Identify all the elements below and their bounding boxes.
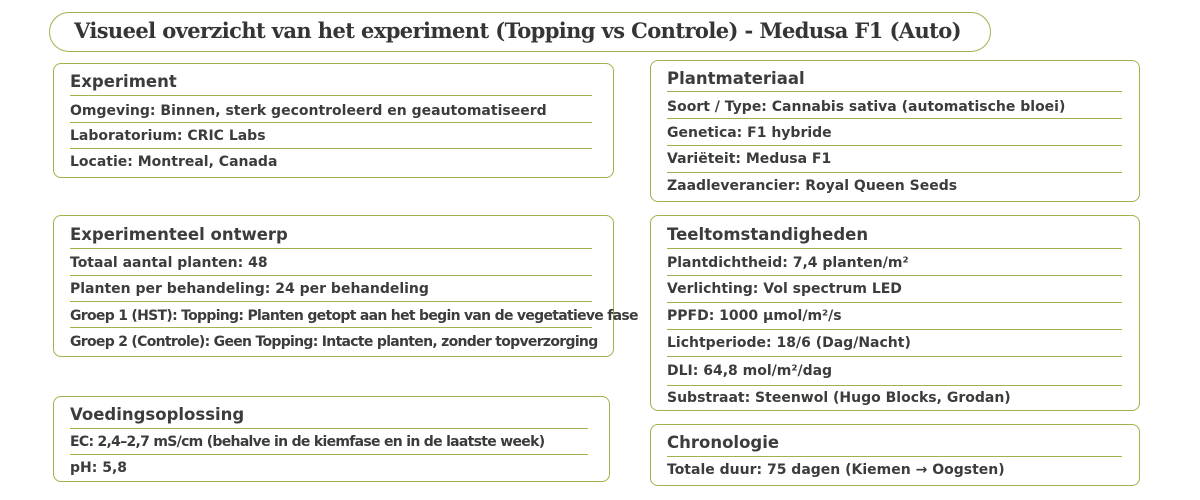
divider [70, 122, 592, 123]
card-title: Teeltomstandigheden [667, 225, 869, 244]
card-plant-material [650, 60, 1140, 202]
divider [667, 385, 1122, 386]
info-row: Plantdichtheid: 7,4 planten/m² [667, 255, 909, 271]
info-row: pH: 5,8 [70, 460, 128, 476]
divider [667, 356, 1122, 357]
divider [667, 456, 1122, 457]
card-growing-conditions [650, 215, 1140, 411]
info-row: Planten per behandeling: 24 per behandeling [70, 281, 429, 297]
card-title: Chronologie [667, 433, 780, 452]
divider [667, 248, 1122, 249]
divider [70, 95, 592, 96]
info-row: Genetica: F1 hybride [667, 125, 832, 141]
card-nutrient-solution [53, 396, 610, 482]
divider [667, 118, 1122, 119]
info-row: Substraat: Steenwol (Hugo Blocks, Grodan) [667, 390, 1011, 406]
card-chronology [650, 424, 1140, 486]
info-row: Groep 2 (Controle): Geen Topping: Intacte planten, zonder topverzorging [70, 334, 598, 350]
divider [667, 275, 1122, 276]
info-row: Soort / Type: Cannabis sativa (automatische bloei) [667, 99, 1066, 115]
info-row: Groep 1 (HST): Topping: Planten getopt aan het begin van de vegetatieve fase [70, 308, 638, 324]
info-row: Lichtperiode: 18/6 (Dag/Nacht) [667, 335, 911, 351]
info-row: DLI: 64,8 mol/m²/dag [667, 363, 833, 379]
divider [667, 91, 1122, 92]
card-title: Experimenteel ontwerp [70, 225, 288, 244]
info-row: Variëteit: Medusa F1 [667, 151, 832, 167]
info-row: Omgeving: Binnen, sterk gecontroleerd en geautomatiseerd [70, 103, 547, 119]
page-title-banner [49, 12, 991, 52]
info-row: Zaadleverancier: Royal Queen Seeds [667, 178, 958, 194]
divider [70, 148, 592, 149]
info-row: Verlichting: Vol spectrum LED [667, 281, 902, 297]
divider [667, 329, 1122, 330]
page-title: Visueel overzicht van het experiment (Topping vs Controle) - Medusa F1 (Auto) [74, 18, 962, 43]
card-experiment [53, 63, 614, 178]
divider [70, 428, 588, 429]
divider [667, 172, 1122, 173]
card-experimental-design [53, 215, 638, 357]
divider [70, 454, 588, 455]
info-row: Locatie: Montreal, Canada [70, 154, 278, 170]
divider [70, 275, 592, 276]
info-row: Laboratorium: CRIC Labs [70, 128, 266, 144]
info-row: PPFD: 1000 µmol/m²/s [667, 308, 842, 324]
info-row: Totale duur: 75 dagen (Kiemen → Oogsten) [667, 462, 1005, 478]
card-title: Voedingsoplossing [70, 405, 245, 424]
divider [667, 302, 1122, 303]
info-row: Totaal aantal planten: 48 [70, 255, 268, 271]
divider [70, 301, 592, 302]
divider [70, 327, 592, 328]
info-row: EC: 2,4–2,7 mS/cm (behalve in de kiemfase en in de laatste week) [70, 434, 545, 450]
card-title: Plantmateriaal [667, 69, 805, 88]
divider [70, 248, 592, 249]
divider [667, 145, 1122, 146]
card-title: Experiment [70, 72, 177, 91]
